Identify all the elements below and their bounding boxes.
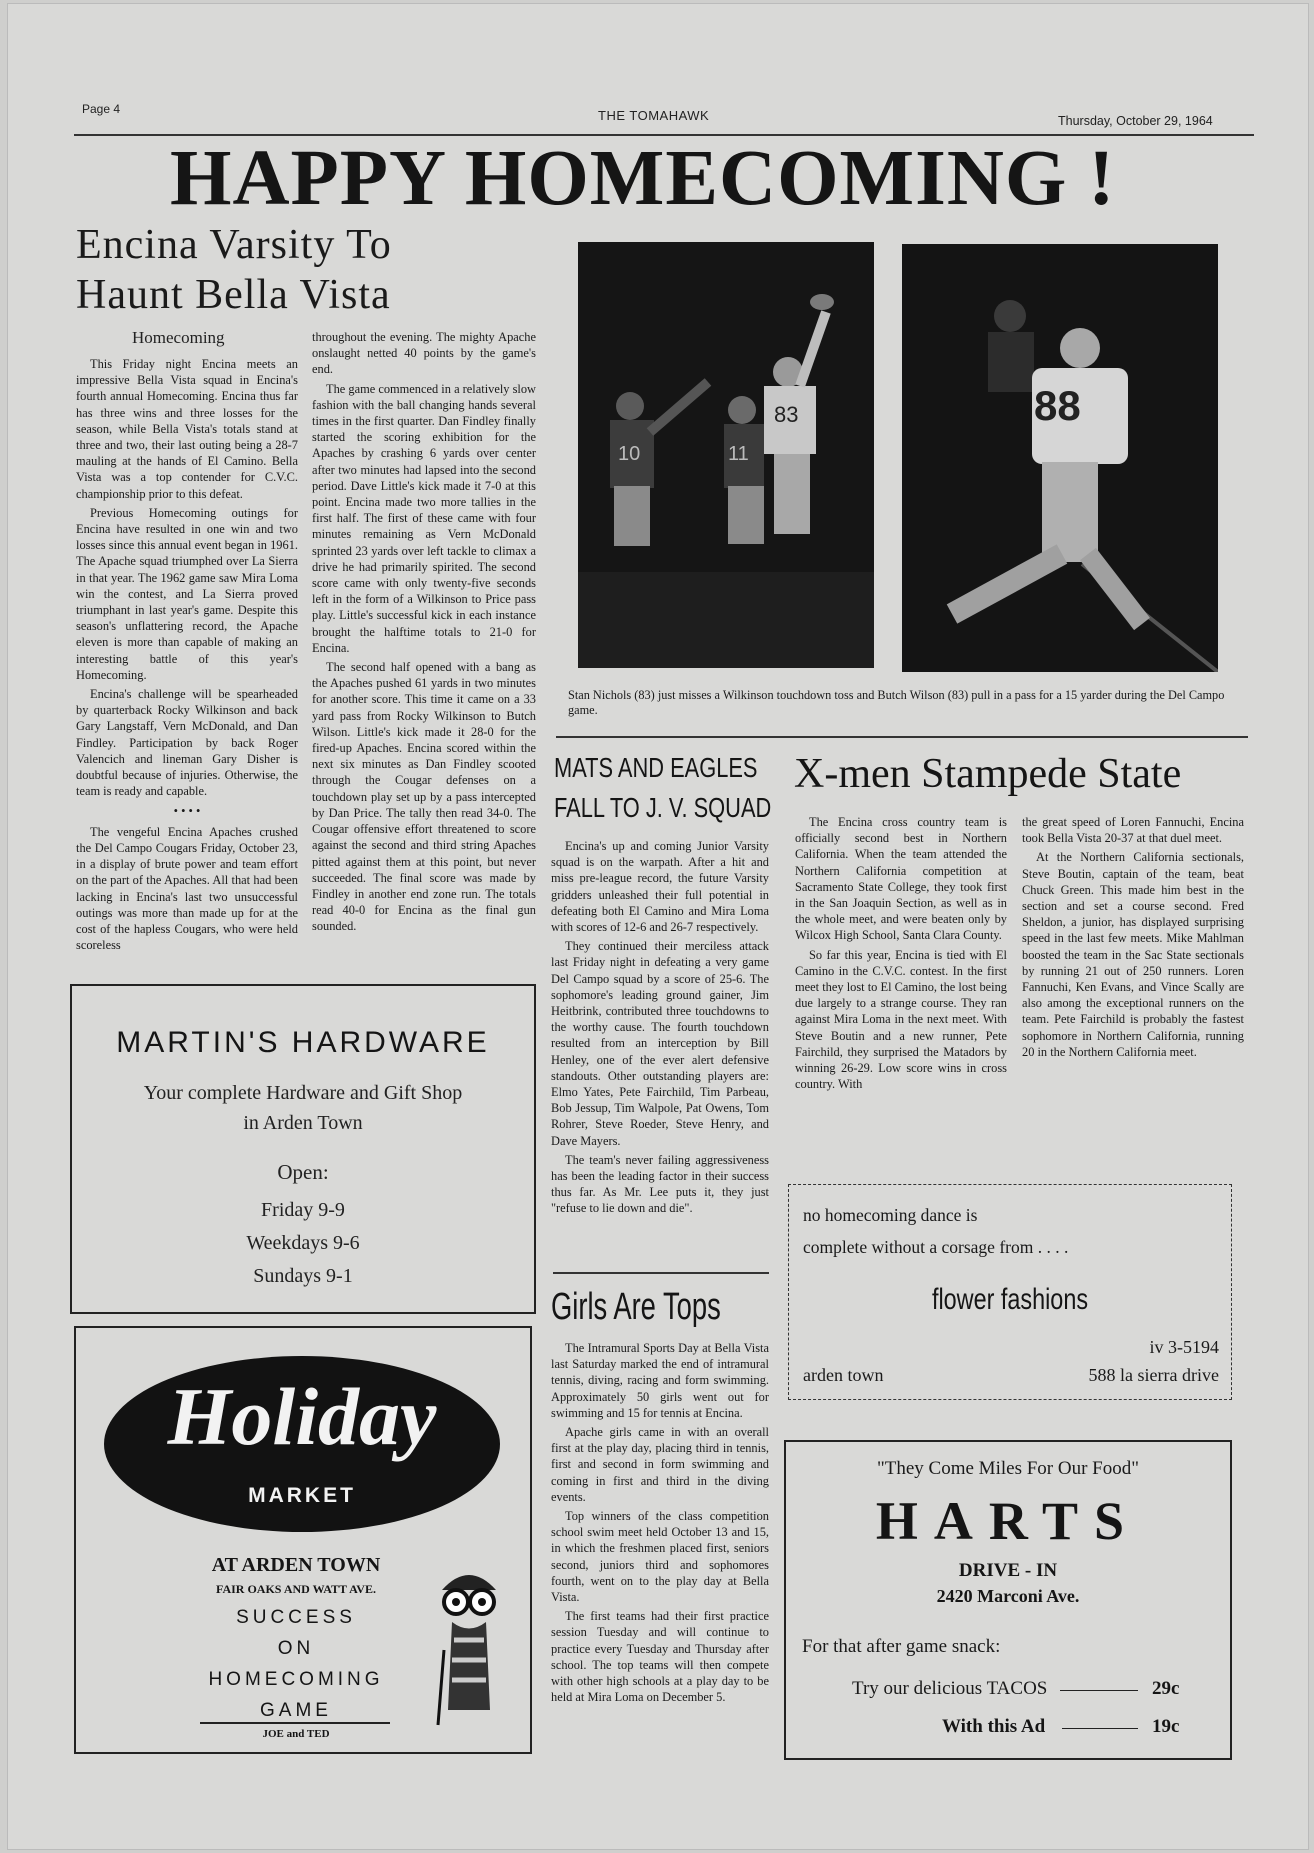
jv-headline-line-2: FALL TO J. V. SQUAD <box>554 792 772 823</box>
ad-address: 588 la sierra drive <box>1088 1365 1219 1385</box>
varsity-dateline: Homecoming <box>132 328 225 347</box>
menu-item: With this Ad <box>942 1716 1046 1737</box>
leader-line <box>1060 1690 1138 1691</box>
holiday-logo-sub: MARKET <box>248 1484 356 1507</box>
ad-tagline: in Arden Town <box>243 1112 363 1134</box>
menu-price: 19c <box>1152 1716 1180 1737</box>
leader-line <box>1062 1728 1138 1729</box>
ad-slogan: "They Come Miles For Our Food" <box>877 1458 1139 1479</box>
hours-list <box>72 1194 534 1293</box>
message-line: HOMECOMING <box>208 1669 384 1690</box>
ad-title: MARTIN'S HARDWARE <box>116 1026 490 1059</box>
menu-item: Try our delicious TACOS <box>852 1678 1048 1699</box>
varsity-headline-line-2: Haunt Bella Vista <box>76 272 391 318</box>
paragraph: This Friday night Encina meets an impressive Bella Vista squad in Encina's fourth annual Homecoming. Encina thus far has three wins and three losses for the season, while Bella Vista's totals stand at three and two, their last outing being a 28-7 mauling at the hands of El Camino. Bella Vista was a top contender for C.V.C. championship prior to this defeat. <box>76 357 298 501</box>
hours-line: Friday 9-9 <box>261 1199 345 1221</box>
xmen-column-1 <box>795 814 1007 1095</box>
paragraph: The game commenced in a relatively slow fashion with the ball changing hands several times in the first quarter. Dan Findley finally started the scoring exhibition for the Apaches by crashing 6 yards over center after two minutes had lapsed into the second period. Dave Little's kick made it 7-0 at this point. Encina made two more tallies in the first half. The first of these came with four minutes remaining as Vern McDonald sprinted 23 yards over left tackle to climax a drive he had primarily spirited. The second score came with only twenty-five seconds left in the form of a Wilkinson to Price pass play. Little's successful kick in each instance brought the halftime totals to 21-0 for Encina. <box>312 381 536 655</box>
paragraph: Previous Homecoming outings for Encina have resulted in one win and two losses since this annual event began in 1961. The Apache squad triumphed over La Sierra in that year. The 1962 game saw Mira Loma win the contest, and La Sierra proved triumphant in last year's game. Despite this season's unflattering record, the Apache eleven is more than capable of making an interesting battle of this year's Homecoming. <box>76 505 298 682</box>
hours-line: Weekdays 9-6 <box>246 1232 360 1254</box>
paragraph: Encina's challenge will be spearheaded by quarterback Rocky Wilkinson and back Gary Langstaff, Vern McDonald, and Dan Findley. Participation by back Roger Valencich and lineman Gary Disher is doubtful because of injuries. Otherwise, the team is ready and capable. <box>76 687 298 799</box>
separator: • • • • <box>173 804 201 819</box>
paragraph: The Intramural Sports Day at Bella Vista last Saturday marked the end of intramural tennis, diving, racing and form swimming. Approximately 50 girls went out for swimming and 15 for tennis at Encina. <box>551 1341 769 1420</box>
holiday-logo-text: Holiday <box>167 1371 437 1462</box>
paragraph: So far this year, Encina is tied with El Camino in the C.V.C. contest. In the first meet they lost to El Camino, the lost being due largely to a strange course. They ran against Mira Loma in the next meet. With Steve Boutin and a new runner, Pete Fairchild, they surprised the Matadors by winning 26-29. Low score wins in cross country. With <box>795 947 1007 1092</box>
jersey-number: 11 <box>728 443 749 465</box>
varsity-headline <box>76 220 392 320</box>
paragraph: throughout the evening. The mighty Apache onslaught netted 40 points by the game's end. <box>312 330 536 377</box>
ad-address: FAIR OAKS AND WATT AVE. <box>216 1582 376 1596</box>
xmen-headline: X-men Stampede State <box>794 751 1182 797</box>
girls-headline: Girls Are Tops <box>551 1286 721 1328</box>
section-rule <box>553 1272 769 1274</box>
varsity-column-2 <box>312 329 536 938</box>
paragraph: The vengeful Encina Apaches crushed the Del Campo Cougars Friday, October 23, in a display of brute power and team effort on the part of the Apaches. All that had been lacking in Encina's last two unsuccessful outings was more than made up for at the cost of the hapless Cougars, who were held scoreless <box>76 824 298 953</box>
ad-signoff: JOE and TED <box>262 1728 330 1740</box>
menu-price: 29c <box>1152 1678 1180 1699</box>
paragraph: Apache girls came in with an overall first at the play day, placing third in tennis, first and second in form swimming and coming in first and third in the diving events. <box>551 1425 769 1504</box>
ad-holiday-market <box>74 1326 532 1754</box>
paragraph: Encina's up and coming Junior Varsity squad is on the warpath. After a hit and miss pre-league record, the future Varsity gridders unleashed their full potential in defeating both El Camino and Mira Loma with scores of 12-6 and 26-7 respectively. <box>551 839 769 935</box>
jv-column <box>551 838 769 1220</box>
open-label: Open: <box>277 1160 329 1184</box>
photo-caption: Stan Nichols (83) just misses a Wilkinson touchdown toss and Butch Wilson (83) pull in a pass for a 15 yarder during the Del Campo game. <box>568 688 1225 717</box>
jv-headline <box>554 748 772 828</box>
paragraph: The first teams had their first practice session Tuesday and will continue to practice every Tuesday and Thursday after school. The top teams will then compete with other high schools at a play day to be held at Mira Loma on December 5. <box>551 1609 769 1705</box>
varsity-column-1 <box>76 356 298 956</box>
paper-name: THE TOMAHAWK <box>598 108 710 123</box>
football-photo-right <box>902 244 1218 672</box>
ad-line: complete without a corsage from . . . . <box>803 1237 1069 1257</box>
ad-type: DRIVE - IN <box>958 1560 1058 1581</box>
message-line: ON <box>277 1638 315 1659</box>
xmen-column-2 <box>1022 814 1244 1063</box>
page-number: Page 4 <box>82 102 121 116</box>
paragraph: The team's never failing aggressiveness has been the leading factor in their success thus far. As Mr. Lee puts it, they just "refuse to lie down and die". <box>551 1152 769 1216</box>
varsity-headline-line-1: Encina Varsity To <box>76 222 392 268</box>
jv-headline-line-1: MATS AND EAGLES <box>554 752 758 783</box>
hours-line: Sundays 9-1 <box>253 1265 353 1287</box>
ad-tagline: Your complete Hardware and Gift Shop <box>143 1082 463 1104</box>
ad-martins-hardware <box>70 984 536 1314</box>
paragraph: The Encina cross country team is officially second best in Northern California. When the team attended the Northern California competition at Sacramento State College, they took first in the San Joaquin Section, as well as in the whole meet, and were beaten only by Wilcox High School, Santa Clara County. <box>795 815 1007 943</box>
jersey-number: 10 <box>618 443 641 465</box>
ad-title: flower fashions <box>931 1283 1089 1316</box>
football-photo-left <box>578 242 874 668</box>
mascot-illustration <box>434 1560 504 1730</box>
ad-message <box>166 1602 426 1726</box>
ad-flower-fashions <box>788 1184 1232 1400</box>
message-line: SUCCESS <box>236 1607 356 1628</box>
ad-line: no homecoming dance is <box>803 1205 978 1225</box>
paragraph: The second half opened with a bang as the Apaches pushed 61 yards in two minutes for another score. This time it came on a 33 yard pass from Rocky Wilkinson to Butch Wilson. Little's kick made it 28-0 for the fired-up Apaches. Encina scored within the next six minutes as Dan Findley scooted through the Cougar defenses on a touchdown play set up by a pass intercepted by Dan Price. The tally then read 34-0. The Cougar offensive effort threatened to score against the second and third string Apaches pitted against them at this point, but never succeeded. The final score was made by Findley in another end zone run. The totals read 40-0 for Encina as the final gun sounded. <box>312 660 536 934</box>
ad-harts-drive-in <box>784 1440 1232 1760</box>
jersey-number: 88 <box>1034 382 1081 429</box>
issue-date: Thursday, October 29, 1964 <box>1058 114 1213 128</box>
section-rule <box>556 736 1248 738</box>
ad-location: AT ARDEN TOWN <box>211 1554 381 1576</box>
ad-town: arden town <box>803 1365 884 1385</box>
ad-phone: iv 3-5194 <box>1149 1337 1219 1357</box>
girls-column <box>551 1340 769 1708</box>
paragraph: At the Northern California sectionals, Steve Boutin, captain of the team, beat Chuck Green. This made him best in the section and set a course second. Fred Sheldon, a junior, has displayed surprising speed in the last few meets. Mike Mahlman boosted the team in the Sac State sectionals by running 21 out of 250 runners. Loren Fannuchi, Ken Evans, and Vince Scally are also among the exceptional runners on the team. Pete Fairchild is probably the fastest sophomore in Northern California, running 20 in the Northern California meet. <box>1022 850 1244 1059</box>
paragraph: They continued their merciless attack last Friday night in defeating a very game Del Campo squad by a score of 25-6. The sophomore's leading ground gainer, Jim Heitbrink, contributed three touchdowns to the worthy cause. The fourth touchdown resulted from an interception by Bill Henley, one of the ever alert defensive standouts. Other outstanding players are: Elmo Yates, Pete Fairchild, Tim Parbeau, Bob Jessup, Tim Walpole, Pat Owens, Tom Rohrer, Steve Roeder, Steve Henry, and Dave Mayers. <box>551 939 769 1148</box>
message-line: GAME <box>260 1700 332 1721</box>
newspaper-page <box>8 4 1308 1849</box>
underline <box>200 1722 390 1724</box>
ad-line: For that after game snack: <box>802 1636 1001 1657</box>
jersey-number: 83 <box>774 402 799 427</box>
ad-address: 2420 Marconi Ave. <box>936 1586 1080 1606</box>
paragraph: Top winners of the class competition school swim meet held October 13 and 15, in which the freshmen placed first, seniors second, juniors third and sophomores fourth, went on to the play day at Bella Vista. <box>551 1509 769 1605</box>
banner-headline: HAPPY HOMECOMING ! <box>170 135 1116 222</box>
paragraph: the great speed of Loren Fannuchi, Encina took Bella Vista 20-37 at that duel meet. <box>1022 815 1244 846</box>
ad-title: HARTS <box>875 1491 1141 1551</box>
